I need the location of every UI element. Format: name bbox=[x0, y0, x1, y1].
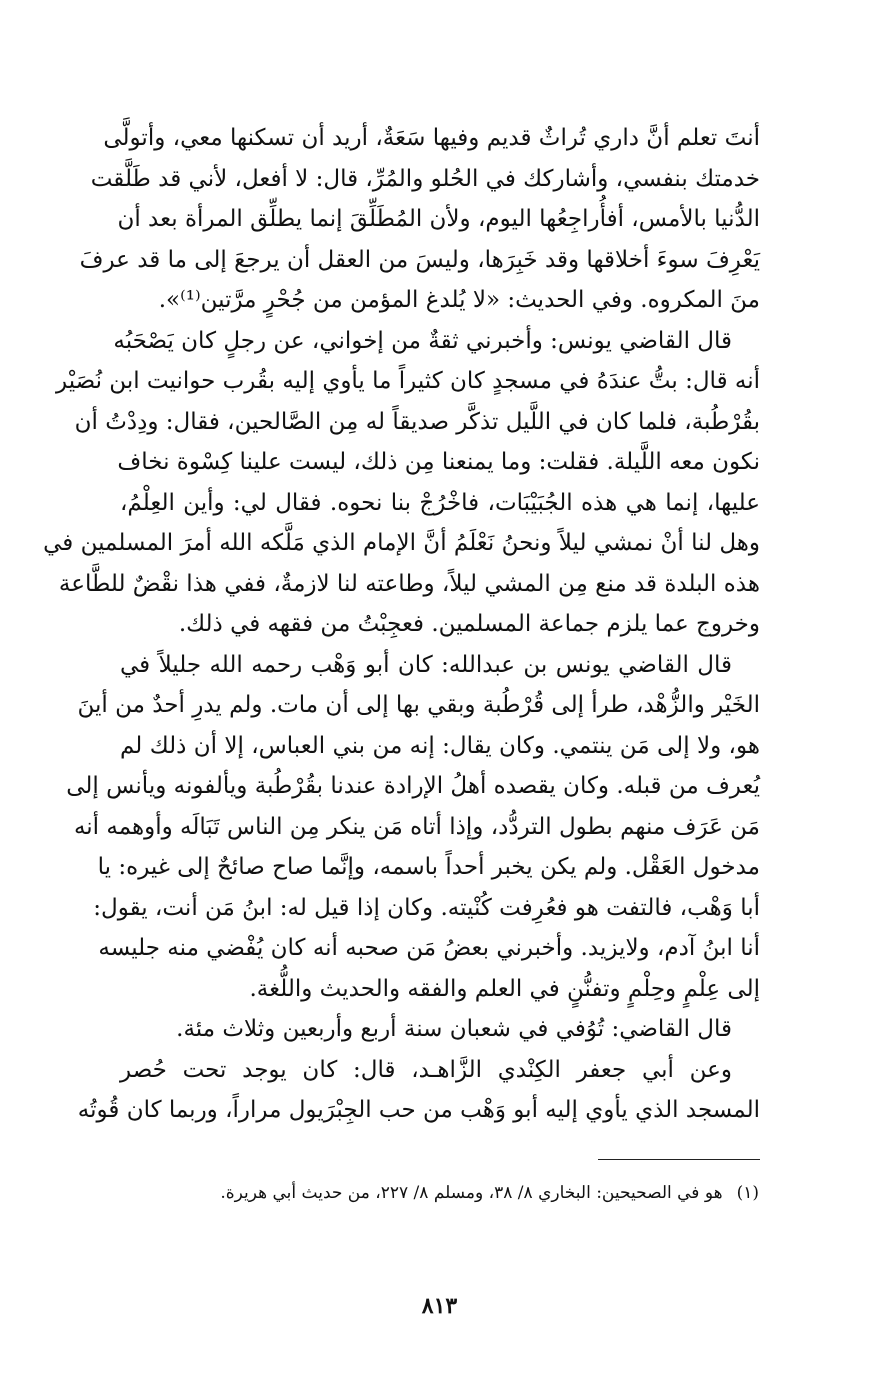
text-line: يُعرف من قبله. وكان يقصده أهلُ الإرادة عندنا بقُرْطُبة ويألفونه ويأنس إلى bbox=[66, 773, 760, 799]
text-line: إلى عِلْمٍ وحِلْمٍ وتفنُّنٍ في العلم والفقه والحديث واللُّغة. bbox=[249, 975, 760, 1002]
page-number: ٨١٣ bbox=[421, 1293, 458, 1319]
footnote bbox=[119, 1178, 759, 1208]
text-line: أنا ابنُ آدم، ولايزيد. وأخبرني بعضُ مَن صحبه أنه كان يُفْضي منه جليسه bbox=[98, 935, 760, 961]
text-line: نكون معه اللَّيلة. فقلت: وما يمنعنا مِن ذلك، ليست علينا كِسْوة نخاف bbox=[117, 449, 760, 475]
text-line: أنتَ تعلم أنَّ داري تُراثٌ قديم وفيها سَعَةٌ، أريد أن تسكنها معي، وأتولَّى bbox=[103, 125, 760, 151]
text-line: مدخول العَقْل. ولم يكن يخبر أحداً باسمه، وإنَّما صاح صائحٌ إلى غيره: يا bbox=[97, 854, 760, 880]
footnote-text: هو في الصحيحين: البخاري ٨/ ٣٨، ومسلم ٨/ ٢٢٧، من حديث أبي هريرة. bbox=[220, 1183, 723, 1203]
text-line: قال القاضي يونس بن عبدالله: كان أبو وَهْب رحمه الله جليلاً في bbox=[120, 651, 732, 678]
text-line: مَن عَرَف منهم بطول التردُّد، وإذا أتاه مَن ينكر مِن الناس تَبَالَه وأوهمه أنه bbox=[73, 813, 760, 840]
text-line: قال القاضي يونس: وأخبرني ثقةٌ من إخواني، عن رجلٍ كان يَصْحَبُه bbox=[113, 327, 732, 354]
main-text bbox=[43, 118, 760, 1131]
text-line: هو، ولا إلى مَن ينتمي. وكان يقال: إنه من بني العباس، إلا أن ذلك لم bbox=[120, 732, 760, 759]
text-line: هذه البلدة قد منع مِن المشي ليلاً، وطاعته لنا لازمةٌ، ففي هذا نقْضٌ للطَّاعة bbox=[58, 570, 760, 597]
text-line: المسجد الذي يأوي إليه أبو وَهْب من حب الجِبْرَيول مراراً، وربما كان قُوتُه bbox=[77, 1097, 760, 1123]
text-line: يَعْرِفَ سوءَ أخلاقها وقد خَبِرَها، وليسَ من العقل أن يرجعَ إلى ما قد عرفَ bbox=[79, 246, 760, 273]
text-line: وهل لنا أنْ نمشي ليلاً ونحنُ نَعْلَمُ أنَّ الإمام الذي مَلَّكه الله أمرَ المسلمين في bbox=[43, 530, 760, 556]
text-line: أنه قال: بتُّ عندَهُ في مسجدٍ كان كثيراً ما يأوي إليه بقُرب حوانيت ابن نُصَيْر bbox=[56, 368, 760, 394]
text-line: خدمتك بنفسي، وأشاركك في الحُلو والمُرِّ، قال: لا أفعل، لأني قد طَلَّقت bbox=[90, 165, 760, 192]
text-line: عليها، إنما هي هذه الجُبَيْبَات، فاخْرُجْ بنا نحوه. فقال لي: وأين العِلْمُ، bbox=[120, 489, 760, 516]
text-line: أبا وَهْب، فالتفت هو فعُرِفت كُنْيته. وكان إذا قيل له: ابنُ مَن أنت، يقول: bbox=[93, 894, 760, 921]
footnote-divider bbox=[598, 1159, 760, 1160]
text-line: الدُّنيا بالأمس، أفأُراجِعُها اليوم، ولأن المُطَلِّقَ إنما يطلِّق المرأة بعد أن bbox=[117, 206, 760, 232]
text-line: الخَيْر والزُّهْد، طرأ إلى قُرْطُبة وبقي بها إلى أن مات. ولم يدرِ أحدٌ من أينَ bbox=[77, 692, 760, 718]
text-line: قال القاضي: تُوُفي في شعبان سنة أربع وأربعين وثلاث مئة. bbox=[176, 1016, 732, 1042]
text-line: منَ المكروه. وفي الحديث: «لا يُلدغ المؤمن من جُحْرٍ مرَّتين⁽¹⁾». bbox=[158, 287, 760, 313]
footnote-number: (١) bbox=[736, 1183, 759, 1203]
text-line: وعن أبي جعفر الكِنْدي الزَّاهـد، قال: كان يوجد تحت حُصر bbox=[120, 1056, 732, 1083]
text-line: بقُرْطُبة، فلما كان في اللَّيل تذكَّر صديقاً له مِن الصَّالحين، فقال: ودِدْتُ أن bbox=[74, 408, 760, 435]
text-line: وخروج عما يلزم جماعة المسلمين. فعجِبْتُ من فقهه في ذلك. bbox=[178, 611, 760, 637]
